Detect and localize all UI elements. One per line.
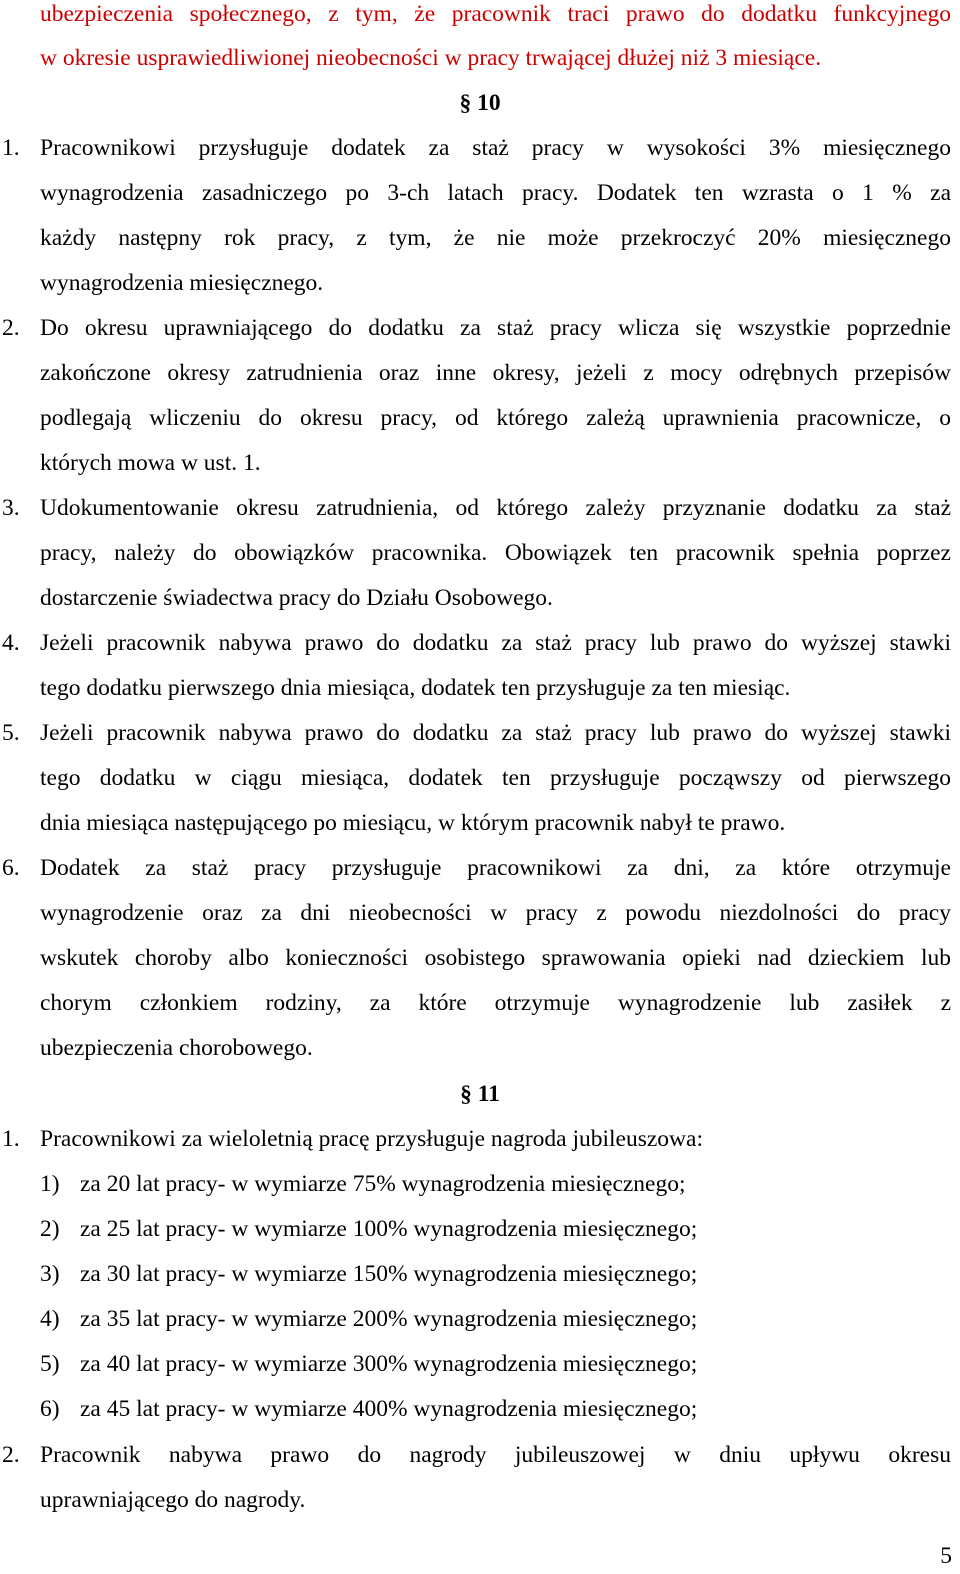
paragraph-line: uprawniającego do nagrody. xyxy=(40,1487,306,1513)
list-item-number: 2) xyxy=(40,1216,60,1242)
paragraph-number: 2. xyxy=(2,315,20,341)
list-item-number: 6) xyxy=(40,1396,60,1422)
paragraph-line: dnia miesiąca następującego po miesiącu, w którym pracownik nabył te prawo. xyxy=(40,810,786,836)
list-item: za 25 lat pracy- w wymiarze 100% wynagrodzenia miesięcznego; xyxy=(80,1216,698,1242)
paragraph-line: Dodatek za staż pracy przysługuje pracownikowi za dni, za które otrzymuje xyxy=(40,855,951,881)
paragraph-line: Pracownikowi za wieloletnią pracę przysługuje nagroda jubileuszowa: xyxy=(40,1126,703,1152)
list-item: za 20 lat pracy- w wymiarze 75% wynagrodzenia miesięcznego; xyxy=(80,1171,686,1197)
paragraph-number: 3. xyxy=(2,495,20,521)
list-item-number: 4) xyxy=(40,1306,60,1332)
list-item-number: 5) xyxy=(40,1351,60,1377)
paragraph-line: zakończone okresy zatrudnienia oraz inne okresy, jeżeli z mocy odrębnych przepisów xyxy=(40,360,951,386)
prev-paragraph-line: ubezpieczenia społecznego, z tym, że pracownik traci prawo do dodatku funkcyjnego xyxy=(40,1,951,27)
section-heading: § 11 xyxy=(460,1081,500,1107)
paragraph-number: 4. xyxy=(2,630,20,656)
paragraph-line: podlegają wliczeniu do okresu pracy, od którego zależą uprawnienia pracownicze, o xyxy=(40,405,951,431)
paragraph-line: chorym członkiem rodziny, za które otrzymuje wynagrodzenie lub zasiłek z xyxy=(40,990,951,1016)
paragraph-line: Pracownikowi przysługuje dodatek za staż pracy w wysokości 3% miesięcznego xyxy=(40,135,951,161)
paragraph-line: których mowa w ust. 1. xyxy=(40,450,261,476)
paragraph-line: Udokumentowanie okresu zatrudnienia, od którego zależy przyznanie dodatku za staż xyxy=(40,495,951,521)
list-item: za 30 lat pracy- w wymiarze 150% wynagrodzenia miesięcznego; xyxy=(80,1261,698,1287)
paragraph-line: Do okresu uprawniającego do dodatku za staż pracy wlicza się wszystkie poprzednie xyxy=(40,315,951,341)
paragraph-line: wynagrodzenia miesięcznego. xyxy=(40,270,324,296)
paragraph-number: 1. xyxy=(2,135,20,161)
paragraph-line: Pracownik nabywa prawo do nagrody jubileuszowej w dniu upływu okresu xyxy=(40,1442,951,1468)
paragraph-line: wynagrodzenie oraz za dni nieobecności w pracy z powodu niezdolności do pracy xyxy=(40,900,951,926)
paragraph-line: Jeżeli pracownik nabywa prawo do dodatku za staż pracy lub prawo do wyższej stawki xyxy=(40,630,951,656)
list-item-number: 3) xyxy=(40,1261,60,1287)
paragraph-number: 6. xyxy=(2,855,20,881)
list-item: za 45 lat pracy- w wymiarze 400% wynagrodzenia miesięcznego; xyxy=(80,1396,698,1422)
paragraph-line: wynagrodzenia zasadniczego po 3-ch latach pracy. Dodatek ten wzrasta o 1 % za xyxy=(40,180,951,206)
list-item: za 40 lat pracy- w wymiarze 300% wynagrodzenia miesięcznego; xyxy=(80,1351,698,1377)
list-item-number: 1) xyxy=(40,1171,60,1197)
paragraph-number: 1. xyxy=(2,1126,20,1152)
prev-paragraph-line: w okresie usprawiedliwionej nieobecności w pracy trwającej dłużej niż 3 miesiące. xyxy=(40,45,822,71)
paragraph-line: tego dodatku w ciągu miesiąca, dodatek ten przysługuje począwszy od pierwszego xyxy=(40,765,951,791)
paragraph-line: każdy następny rok pracy, z tym, że nie może przekroczyć 20% miesięcznego xyxy=(40,225,951,251)
page-number: 5 xyxy=(940,1543,952,1569)
paragraph-line: pracy, należy do obowiązków pracownika. Obowiązek ten pracownik spełnia poprzez xyxy=(40,540,951,566)
paragraph-number: 2. xyxy=(2,1442,20,1468)
paragraph-line: ubezpieczenia chorobowego. xyxy=(40,1035,313,1061)
paragraph-line: wskutek choroby albo konieczności osobistego sprawowania opieki nad dzieckiem lub xyxy=(40,945,951,971)
list-item: za 35 lat pracy- w wymiarze 200% wynagrodzenia miesięcznego; xyxy=(80,1306,698,1332)
section-heading: § 10 xyxy=(459,90,501,116)
paragraph-line: dostarczenie świadectwa pracy do Działu Osobowego. xyxy=(40,585,553,611)
paragraph-line: Jeżeli pracownik nabywa prawo do dodatku za staż pracy lub prawo do wyższej stawki xyxy=(40,720,951,746)
paragraph-line: tego dodatku pierwszego dnia miesiąca, dodatek ten przysługuje za ten miesiąc. xyxy=(40,675,791,701)
paragraph-number: 5. xyxy=(2,720,20,746)
